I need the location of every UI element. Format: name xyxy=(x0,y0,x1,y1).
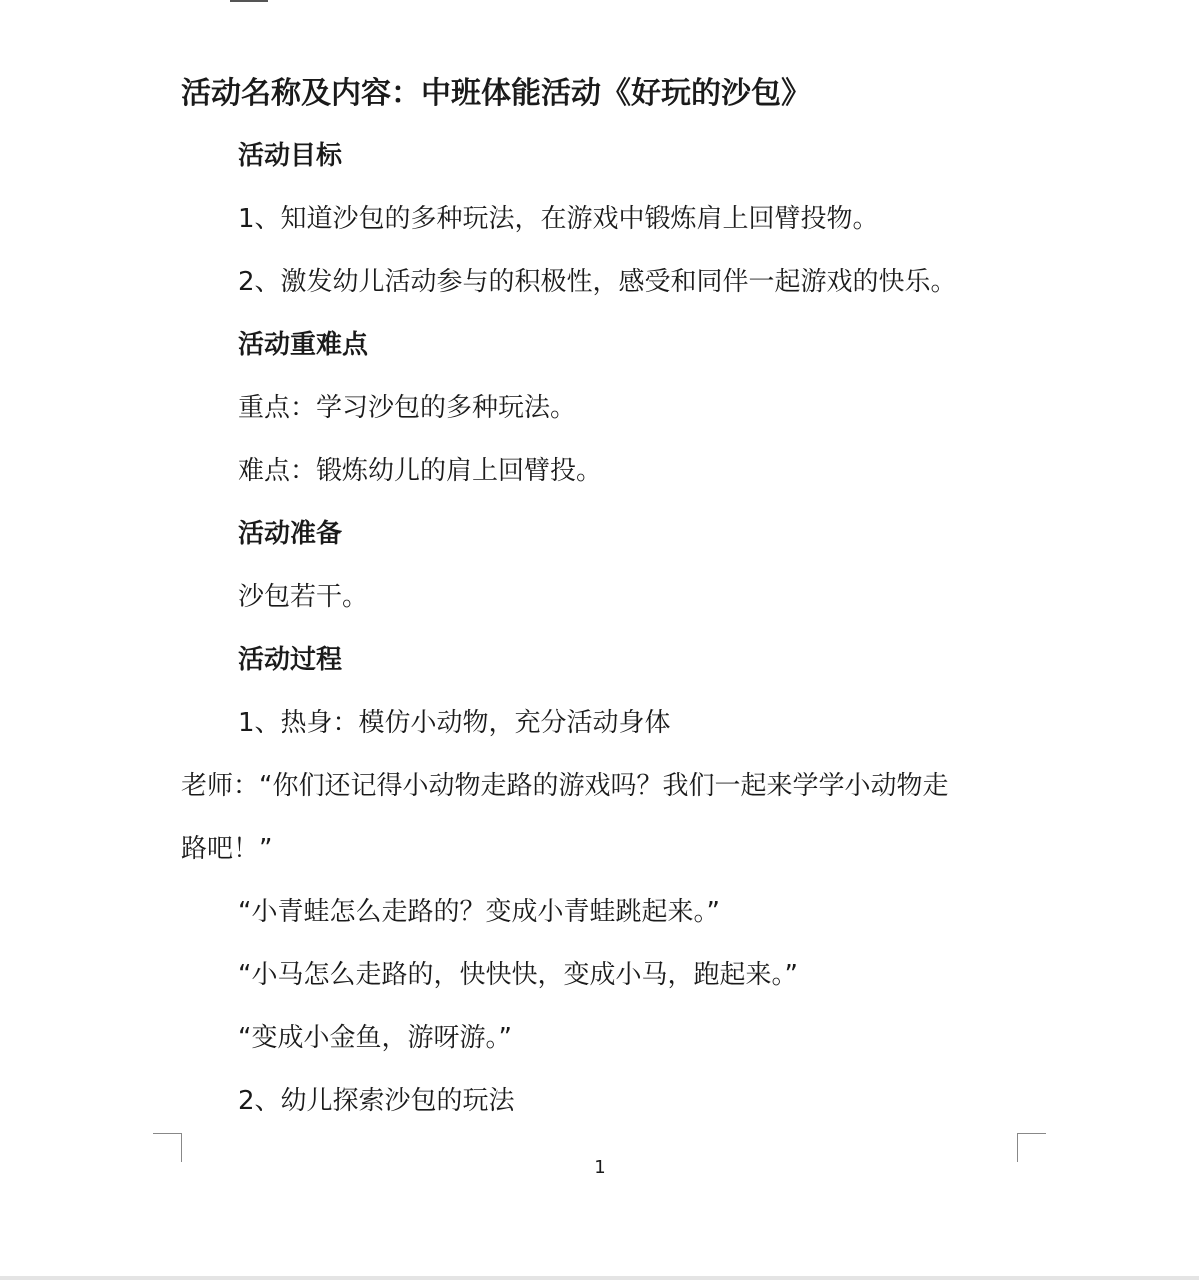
margin-corner-right xyxy=(1017,1133,1046,1162)
heading-goals: 活动目标 xyxy=(238,141,343,171)
document-title: 活动名称及内容：中班体能活动《好玩的沙包》 xyxy=(181,76,811,111)
page-bottom-edge xyxy=(0,1276,1199,1280)
goal-item-1: 1、知道沙包的多种玩法，在游戏中锻炼肩上回臂投物。 xyxy=(238,204,879,234)
goal-item-2: 2、激发幼儿活动参与的积极性，感受和同伴一起游戏的快乐。 xyxy=(238,267,957,297)
heading-preparation: 活动准备 xyxy=(238,519,343,549)
key-point: 重点：学习沙包的多种玩法。 xyxy=(238,393,577,423)
quote-frog: “小青蛙怎么走路的？变成小青蛙跳起来。” xyxy=(238,897,720,927)
process-step-2: 2、幼儿探索沙包的玩法 xyxy=(238,1086,515,1116)
preparation-text: 沙包若干。 xyxy=(238,582,369,612)
teacher-line-1: 老师：“你们还记得小动物走路的游戏吗？我们一起来学学小动物走 xyxy=(181,771,949,801)
difficult-point: 难点：锻炼幼儿的肩上回臂投。 xyxy=(238,456,603,486)
quote-goldfish: “变成小金鱼，游呀游。” xyxy=(238,1023,512,1053)
teacher-line-2: 路吧！” xyxy=(181,834,273,864)
heading-process: 活动过程 xyxy=(238,645,343,675)
page-number: 1 xyxy=(594,1157,606,1178)
quote-horse: “小马怎么走路的，快快快，变成小马，跑起来。” xyxy=(238,960,798,990)
margin-corner-left xyxy=(153,1133,182,1162)
heading-key-points: 活动重难点 xyxy=(238,330,369,360)
top-rule xyxy=(230,0,268,2)
process-step-1: 1、热身：模仿小动物，充分活动身体 xyxy=(238,708,671,738)
